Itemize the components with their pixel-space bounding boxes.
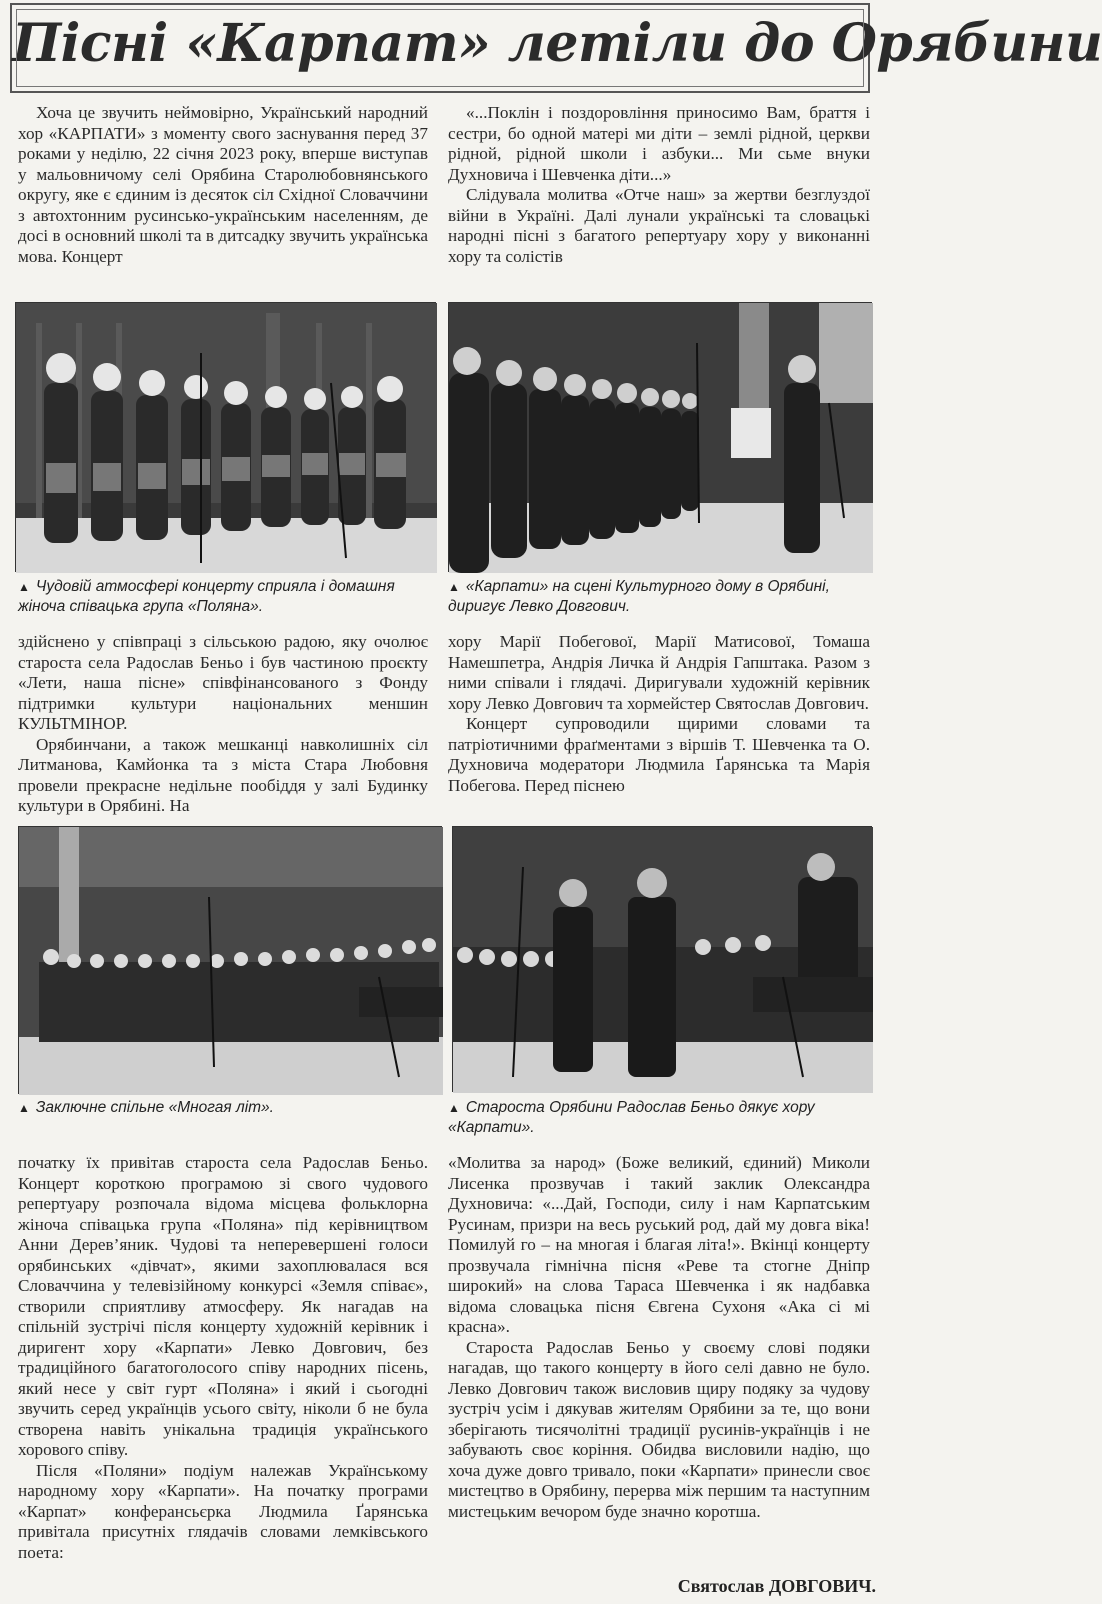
paragraph: хору Марії Побегової, Марії Матисової, Томаша Намешпетра, Андрія Личка й Андрія Гапштака. Разом з ними співали і глядачі. Диригували художній керівник хору Левко Довгович та хормейстер Святослав Довгович. [448,632,870,713]
triangle-marker-icon: ▲ [448,580,460,594]
paragraph: Хоча це звучить неймовірно, Український народний хор «КАРПАТИ» з моменту свого заснування перед 37 роками у неділю, 22 січня 2023 року, вперше виступав у мальовничому селі Орябина Старолюбовнянського округу, яке є єдиним із десяток сіл Східної Словаччини з автохтонним русинсько-українським населенням, де досі в основний школі та в дитсадку звучить українська мова. Концерт [18,103,428,266]
paragraph: Після «Поляни» подіум належав Українському народному хору «Карпати». На початку програми «Карпат» конферансьєрка Людмила Ґарянська привітала присутніх глядачів словами лемківського поета: [18,1460,428,1562]
paragraph: Слідувала молитва «Отче наш» за жертви безглуздої війни в Україні. Далі лунали українські та словацькі народні пісні з багатого репертуару хору у виконанні хору та солістів [448,185,870,266]
paragraph: Орябинчани, а також мешканці навколишніх сіл Литманова, Камйонка та з міста Стара Любовня провели прекрасне недільне пообіддя у залі Будинку культури в Орябині. На [18,734,428,815]
article-column-1 [18,103,428,267]
photo-karpaty-on-stage [448,302,872,572]
triangle-marker-icon: ▲ [448,1101,460,1115]
triangle-marker-icon: ▲ [18,1101,30,1115]
paragraph: здійснено у співпраці з сільською радою, яку очолює староста села Радослав Беньо і був частиною проєкту «Лети, наша пісне» співфінансованого з Фонду підтримки культури національних меншин КУЛЬТМІНОР. [18,632,428,733]
photo-caption [448,1098,872,1138]
article-column-2 [448,103,870,267]
triangle-marker-icon: ▲ [18,580,30,594]
paragraph: Концерт супроводили щирими словами та патріотичними фраґментами з віршів Т. Шевченка та О. Духновича модератори Людмила Ґарянська та Марія Побегова. Перед піснею [448,714,870,795]
article-column-1 [18,1153,428,1563]
headline-frame [10,3,1102,93]
paragraph: «Молитва за народ» (Боже великий, єдиний) Миколи Лисенка прозвучав і такий заклик Олександра Духновича: «...Дай, Господи, силу і нам Карпатським Русинам, призри на весь руський род, дай му довга віка! Помилуй го – на многая і благая літа!». Вкінці концерту прозвучала гімнічна пісня «Реве та стогне Дніпр широкий» на слова Тараса Шевченка і як надбавка відома словацька пісня Євгена Сухоня «Ака сі мі красна». [448,1153,870,1336]
photo-joint-finale [18,826,442,1094]
paragraph: «...Поклін і поздоровління приносимо Вам, браття і сестри, бо одной матері ми діти – землі рідной, церкви рідной, рідной школи і азбуки... Ми сьме внуки Духновича і Шевченка діти...» [448,103,870,184]
caption-text: Чудовій атмосфері концерту сприяла і домашня жіноча співацька група «Поляна». [18,578,395,615]
caption-text: Заключне спільне «Многая літ». [35,1099,274,1116]
author-signature: Святослав ДОВГОВИЧ. [677,1576,876,1596]
paragraph: початку їх привітав староста села Радослав Беньо. Концерт короткою програмою зі свого чудового репертуару розпочала відома місцева фольклорна жіноча співацька група «Поляна» під керівництвом Анни Дерев’яник. Чудові та неперевершені голоси орябинських «дівчат», якими захоплювалася вся Словаччина у телевізійному конкурсі «Земля співає», створили сприятливу атмосферу. Як нагадав на спільній зустрічі після концерту художній керівник і диригент хору «Карпати» Левко Довгович, без традиційного багатоголосого співу народних пісень, який несе у світ гурт «Поляна» і який і сьогодні звучить серед українців усього світу, ніколи б не була створена навіть унікальна традиція українського хорового співу. [18,1153,428,1459]
photo-polyana-group [15,302,436,572]
photo-caption [18,577,438,617]
article-column-1 [18,632,428,817]
article-column-2 [448,1153,870,1522]
article-column-2 [448,632,870,796]
photo-caption [18,1098,442,1118]
caption-text: Староста Орябини Радослав Беньо дякує хору «Карпати». [448,1099,815,1136]
photo-caption [448,577,872,617]
paragraph: Староста Радослав Беньо у своєму слові подяки нагадав, що такого концерту в його селі давно не було. Левко Довгович також висловив щиру подяку за чудову зустріч усім і дякував жителям Орябини за те, що вони зберігають тисячолітні традиції русинів-українців і не забувають своє коріння. Обидва висловили надію, що хоча дуже довго тривало, поки «Карпати» принесли своє мистецтво в Орябину, перерва між першим та наступним мистецьким вечором буде значно коротша. [448,1337,870,1521]
caption-text: «Карпати» на сцені Культурного дому в Орябині, диригує Левко Довгович. [448,578,830,615]
photo-mayor-thanks-choir [452,826,872,1092]
headline: Пісні «Карпат» летіли до Орябини [12,13,1102,74]
